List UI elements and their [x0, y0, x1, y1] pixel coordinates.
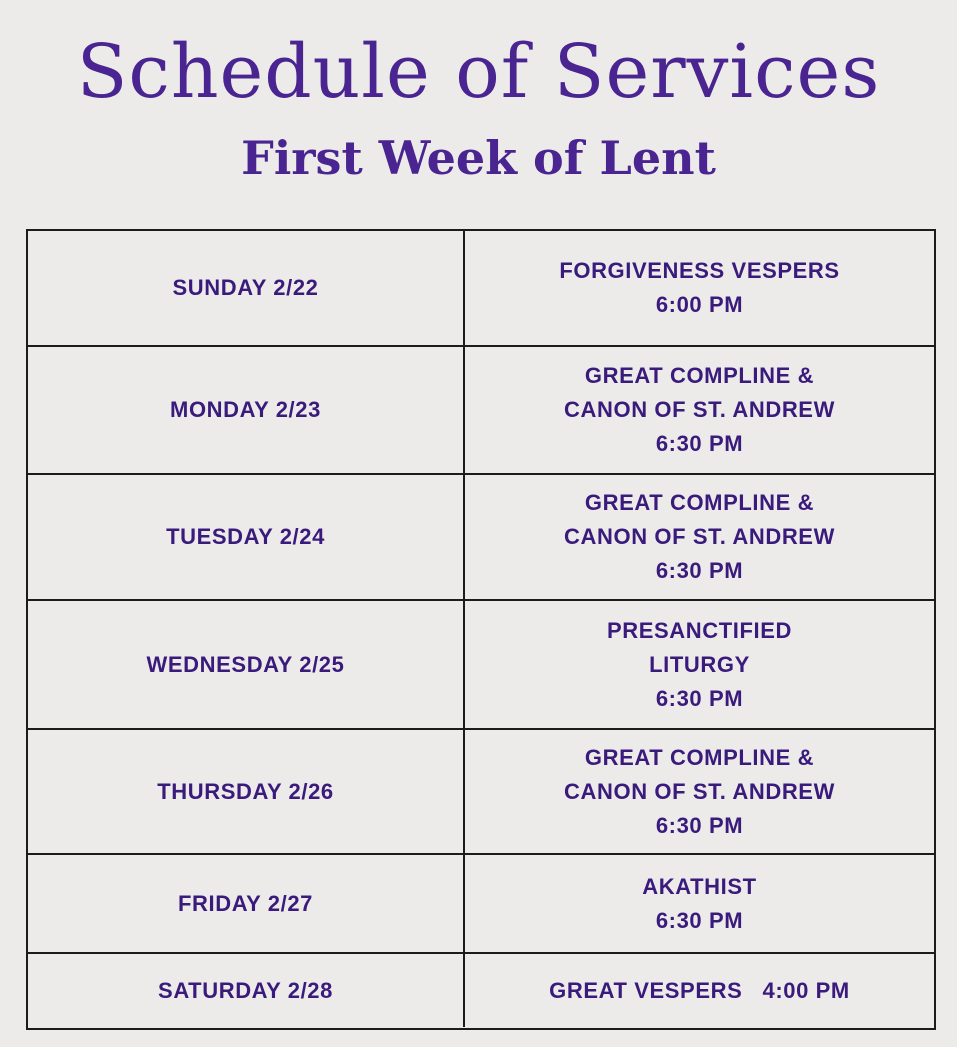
service-time: 6:30 PM	[655, 685, 744, 711]
service-line: CANON OF ST. ANDREW	[564, 778, 835, 804]
day-cell-thursday	[28, 730, 465, 855]
day-label: TUESDAY 2/24	[166, 524, 325, 549]
service-cell-wednesday	[465, 601, 934, 730]
service-cell-friday	[465, 855, 934, 954]
day-label: SUNDAY 2/22	[172, 275, 319, 300]
day-cell-wednesday	[28, 601, 465, 730]
day-label: MONDAY 2/23	[170, 397, 321, 422]
service-time: 6:30 PM	[655, 431, 744, 456]
day-cell-friday	[28, 855, 465, 954]
service-cell-tuesday	[465, 475, 934, 601]
day-label: FRIDAY 2/27	[177, 890, 313, 916]
service-cell-thursday	[465, 730, 934, 855]
day-cell-saturday	[28, 954, 465, 1027]
service-line: PRESANCTIFIED	[606, 617, 793, 643]
service-line: LITURGY	[649, 651, 750, 677]
day-label: WEDNESDAY 2/25	[146, 651, 345, 677]
service-time: 6:00 PM	[655, 292, 744, 317]
day-cell-tuesday	[28, 475, 465, 601]
service-cell-monday	[465, 347, 934, 475]
service-line: GREAT COMPLINE &	[584, 744, 815, 770]
service-time: 6:30 PM	[655, 558, 744, 583]
page-subtitle: First Week of Lent	[241, 131, 716, 185]
service-cell-sunday	[465, 231, 934, 347]
service-time: 6:30 PM	[655, 812, 744, 838]
service-line: FORGIVENESS VESPERS	[559, 258, 840, 283]
service-line: GREAT COMPLINE &	[584, 490, 815, 515]
service-line: CANON OF ST. ANDREW	[564, 524, 835, 549]
service-cell-saturday	[465, 954, 934, 1027]
day-cell-monday	[28, 347, 465, 475]
service-line: CANON OF ST. ANDREW	[564, 397, 835, 422]
service-line: GREAT VESPERS 4:00 PM	[549, 977, 850, 1003]
schedule-table	[26, 229, 936, 1030]
service-time: 6:30 PM	[655, 907, 744, 933]
day-cell-sunday	[28, 231, 465, 347]
day-label: SATURDAY 2/28	[158, 977, 333, 1003]
service-line: GREAT COMPLINE &	[584, 363, 815, 388]
day-label: THURSDAY 2/26	[157, 778, 334, 804]
page-title: Schedule of Services	[76, 29, 881, 115]
service-line: AKATHIST	[642, 873, 757, 899]
